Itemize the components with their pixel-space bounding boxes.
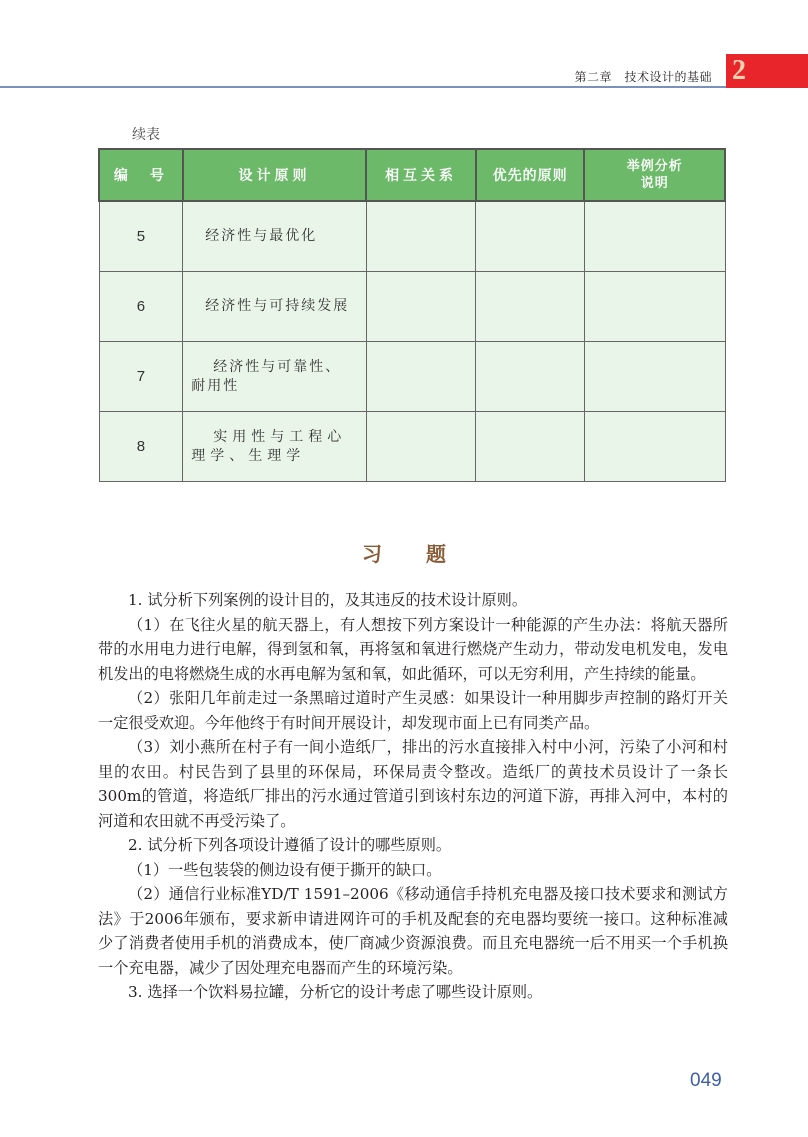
column-header-relation	[366, 149, 476, 201]
table-row	[99, 272, 725, 342]
chapter-number: 2	[732, 55, 746, 86]
exercise-question: 3. 选择一个饮料易拉罐，分析它的设计考虑了哪些设计原则。	[128, 983, 543, 1001]
row-relation-cell[interactable]	[366, 201, 476, 272]
row-relation-cell[interactable]	[366, 342, 476, 412]
table-row	[99, 342, 725, 412]
column-header-priority	[476, 149, 585, 201]
design-principles-table	[98, 148, 726, 482]
exercise-case: （1）在飞往火星的航天器上，有人想按下列方案设计一种能源的产生办法：将航天器所带的水用电力进行电解，得到氢和氧，再将氢和氧进行燃烧产生动力，带动发电机发电，发电机发出的电将燃烧生成的水再电解为氢和氧，如此循环，可以无穷利用，产生持续的能量。	[98, 615, 728, 683]
exercises-heading	[0, 538, 808, 567]
row-number: 5	[99, 201, 183, 272]
chapter-number-badge	[726, 54, 808, 88]
exercises-body	[98, 588, 728, 1005]
row-example-cell[interactable]	[584, 272, 725, 342]
row-relation-cell[interactable]	[366, 272, 476, 342]
row-principle: 经济性与可靠性、耐用性	[183, 342, 366, 412]
row-priority-cell[interactable]	[476, 342, 585, 412]
column-header-label: 相互关系	[385, 168, 458, 184]
principle-text: 经济性与可持续发展	[205, 298, 350, 314]
running-header-chapter-title: 第二章 技术设计的基础	[574, 70, 712, 84]
header-rule	[0, 86, 726, 88]
table-header-row	[99, 149, 725, 201]
row-example-cell[interactable]	[584, 412, 725, 482]
exercises-heading-part: 题	[426, 542, 446, 566]
table-row	[99, 412, 725, 482]
row-number: 7	[99, 342, 183, 412]
table-continued-label: 续表	[132, 127, 160, 143]
row-priority-cell[interactable]	[476, 272, 585, 342]
exercises-heading-part: 习	[362, 542, 382, 566]
row-principle	[183, 201, 366, 272]
row-priority-cell[interactable]	[476, 412, 585, 482]
row-number: 8	[99, 412, 183, 482]
row-number: 6	[99, 272, 183, 342]
column-header-label: 举例分析	[626, 159, 683, 174]
column-header-label: 编 号	[113, 168, 168, 184]
row-example-cell[interactable]	[584, 342, 725, 412]
column-header-label: 设计原则	[238, 168, 311, 184]
column-header-example	[584, 149, 725, 201]
row-principle	[183, 272, 366, 342]
exercise-question: 1. 试分析下列案例的设计目的，及其违反的技术设计原则。	[128, 591, 528, 609]
exercise-case: （2）通信行业标准YD/T 1591–2006《移动通信手持机充电器及接口技术要求和测试方法》于2006年颁布，要求新申请进网许可的手机及配套的充电器均要统一接口。这种标准减少了消费者使用手机的消费成本，使厂商减少资源浪费。而且充电器统一后不用买一个手机换一个充电器，减少了因处理充电器而产生的环境污染。	[98, 885, 728, 977]
exercise-case: （2）张阳几年前走过一条黑暗过道时产生灵感：如果设计一种用脚步声控制的路灯开关一定很受欢迎。今年他终于有时间开展设计，却发现市面上已有同类产品。	[98, 689, 728, 732]
table-row	[99, 201, 725, 272]
column-header-principle	[183, 149, 366, 201]
row-example-cell[interactable]	[584, 201, 725, 272]
row-principle: 实用性与工程心理学、生理学	[183, 412, 366, 482]
page-number: 049	[690, 1070, 722, 1091]
principle-text: 经济性与最优化	[205, 228, 318, 244]
exercise-case: （3）刘小燕所在村子有一间小造纸厂，排出的污水直接排入村中小河，污染了小河和村里的农田。村民告到了县里的环保局，环保局责令整改。造纸厂的黄技术员设计了一条长300m的管道，将造纸厂排出的污水通过管道引到该村东边的河道下游，再排入河中，本村的河道和农田就不再受污染了。	[98, 738, 728, 830]
column-header-label: 优先的原则	[492, 168, 568, 184]
column-header-label: 说明	[640, 176, 669, 191]
row-priority-cell[interactable]	[476, 201, 585, 272]
exercise-question: 2. 试分析下列各项设计遵循了设计的哪些原则。	[128, 836, 452, 854]
row-relation-cell[interactable]	[366, 412, 476, 482]
column-header-number	[99, 149, 183, 201]
exercise-case: （1）一些包装袋的侧边设有便于撕开的缺口。	[128, 860, 442, 879]
